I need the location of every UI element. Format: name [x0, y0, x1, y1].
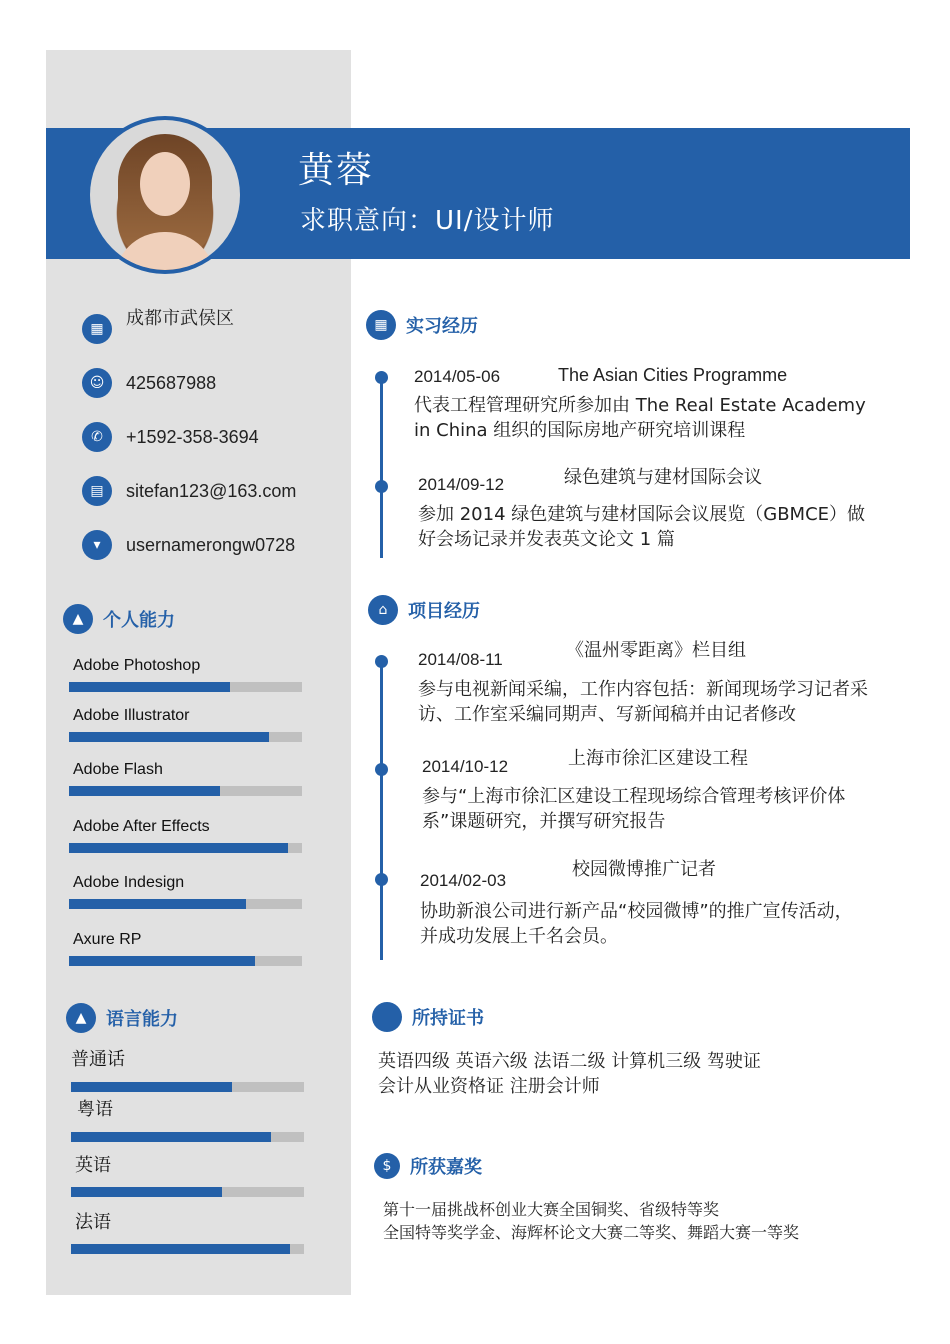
skill-bar — [69, 682, 302, 692]
language-label: 英语 — [75, 1155, 111, 1175]
chevron-down-icon: ▾ — [82, 530, 112, 560]
entry-desc: 代表工程管理研究所参加由 The Real Estate Academy in China 组织的国际房地产研究培训课程 — [414, 395, 866, 441]
projects-timeline — [380, 660, 383, 960]
skill-item — [69, 818, 302, 836]
entry-title: 《温州零距离》栏目组 — [566, 640, 746, 661]
calendar-icon: ▦ — [82, 314, 112, 344]
section-title: 所持证书 — [412, 1008, 484, 1029]
circle-icon — [372, 1002, 402, 1032]
language-bar-fill — [71, 1187, 222, 1197]
section-title: 个人能力 — [103, 610, 175, 631]
entry-desc: 参与“上海市徐汇区建设工程现场综合管理考核评价体系”课题研究，并撰写研究报告 — [422, 786, 846, 832]
skill-bar-fill — [69, 682, 230, 692]
contact-text: 425687988 — [126, 372, 217, 393]
language-label: 粤语 — [77, 1099, 113, 1119]
skill-bar-fill — [69, 732, 269, 742]
contact-address — [82, 308, 234, 346]
avatar-photo — [90, 120, 240, 270]
skill-bar — [69, 843, 302, 853]
entry-title: 绿色建筑与建材国际会议 — [564, 467, 762, 488]
calendar-icon: ▦ — [366, 310, 396, 340]
language-bar-fill — [71, 1082, 232, 1092]
language-bar — [71, 1187, 304, 1197]
certs-heading — [372, 1002, 484, 1032]
skill-item — [69, 707, 302, 725]
section-title: 实习经历 — [406, 316, 478, 337]
entry-date: 2014/05-06 — [414, 367, 501, 386]
language-label: 普通话 — [71, 1049, 125, 1069]
language-label: 法语 — [75, 1212, 111, 1232]
language-bar — [71, 1082, 304, 1092]
skill-bar — [69, 786, 302, 796]
section-title: 所获嘉奖 — [410, 1157, 482, 1178]
projects-heading — [368, 595, 480, 625]
timeline-dot — [375, 371, 388, 384]
skill-item — [69, 657, 302, 675]
timeline-dot — [375, 873, 388, 886]
entry-desc: 协助新浪公司进行新产品“校园微博”的推广宣传活动，并成功发展上千名会员。 — [420, 901, 853, 947]
contact-text[interactable]: sitefan123@163.com — [126, 480, 297, 501]
entry-date: 2014/09-12 — [418, 475, 505, 494]
skill-item — [69, 874, 302, 892]
skill-label: Adobe Indesign — [73, 874, 185, 891]
timeline-dot — [375, 655, 388, 668]
skill-label: Axure RP — [73, 931, 142, 948]
contact-qq — [82, 366, 216, 400]
phone-icon: ✆ — [82, 422, 112, 452]
email-icon: ▤ — [82, 476, 112, 506]
job-target: 求职意向：UI/设计师 — [300, 206, 555, 236]
candidate-name: 黄蓉 — [298, 150, 375, 191]
contact-text: usernamerongw0728 — [126, 534, 296, 555]
awards-line-1: 第十一届挑战杯创业大赛全国铜奖、省级特等奖 — [383, 1200, 720, 1219]
contact-text: 成都市武侯区 — [126, 308, 234, 328]
entry-desc: 参与电视新闻采编，工作内容包括：新闻现场学习记者采访、工作室采编同期声、写新闻稿并由记者修改 — [418, 679, 868, 725]
language-bar-fill — [71, 1132, 271, 1142]
skill-bar — [69, 899, 302, 909]
certs-line-1: 英语四级 英语六级 法语二级 计算机三级 驾驶证 — [378, 1051, 761, 1072]
language-item — [71, 1045, 304, 1071]
skills-heading — [63, 604, 175, 634]
section-title: 语言能力 — [106, 1009, 178, 1030]
skill-bar — [69, 732, 302, 742]
entry-date: 2014/08-11 — [418, 650, 503, 669]
certs-line-2: 会计从业资格证 注册会计师 — [378, 1076, 600, 1097]
skill-bar-fill — [69, 899, 246, 909]
skill-label: Adobe Flash — [73, 761, 163, 778]
entry-title: 上海市徐汇区建设工程 — [568, 748, 748, 769]
avatar — [86, 116, 244, 274]
timeline-dot — [375, 763, 388, 776]
language-item — [71, 1208, 304, 1234]
skill-label: Adobe Photoshop — [73, 657, 201, 674]
language-bar — [71, 1244, 304, 1254]
internship-timeline — [380, 376, 383, 558]
entry-title: The Asian Cities Programme — [558, 365, 788, 385]
timeline-dot — [375, 480, 388, 493]
section-title: 项目经历 — [408, 601, 480, 622]
language-bar-fill — [71, 1244, 290, 1254]
entry-date: 2014/02-03 — [420, 871, 507, 890]
contact-text: +1592-358-3694 — [126, 426, 259, 447]
entry-date: 2014/10-12 — [422, 757, 509, 776]
rocket-icon: ▲ — [66, 1003, 96, 1033]
contact-email[interactable] — [82, 474, 296, 508]
skill-bar — [69, 956, 302, 966]
contact-wechat — [82, 528, 295, 562]
home-icon: ⌂ — [368, 595, 398, 625]
skill-bar-fill — [69, 956, 255, 966]
qq-icon: ☺ — [82, 368, 112, 398]
skill-bar-fill — [69, 843, 288, 853]
skill-label: Adobe Illustrator — [73, 707, 190, 724]
awards-line-2: 全国特等奖学金、海辉杯论文大赛二等奖、舞蹈大赛一等奖 — [383, 1223, 800, 1242]
rocket-icon: ▲ — [63, 604, 93, 634]
language-heading — [66, 1003, 178, 1033]
entry-desc: 参加 2014 绿色建筑与建材国际会议展览（GBMCE）做好会场记录并发表英文论文 1 篇 — [418, 504, 866, 550]
moneybag-icon: $ — [374, 1153, 400, 1179]
awards-heading — [374, 1153, 482, 1179]
internship-heading — [366, 310, 478, 340]
language-item — [71, 1151, 304, 1177]
skill-bar-fill — [69, 786, 220, 796]
language-item — [71, 1095, 304, 1121]
skill-label: Adobe After Effects — [73, 818, 210, 835]
language-bar — [71, 1132, 304, 1142]
skill-item — [69, 931, 302, 949]
entry-title: 校园微博推广记者 — [572, 859, 716, 880]
contact-phone — [82, 420, 259, 454]
skill-item — [69, 761, 302, 779]
